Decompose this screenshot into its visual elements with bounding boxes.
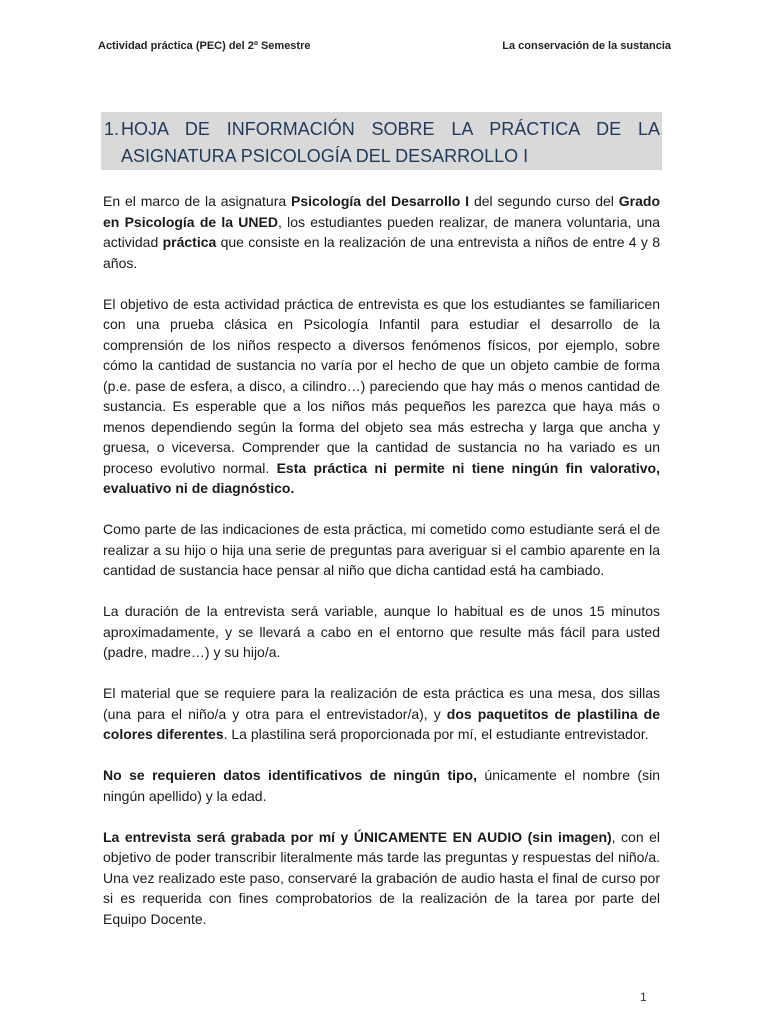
- p1-bold-subject: Psicología del Desarrollo I: [291, 193, 470, 209]
- section-title: [101, 112, 662, 170]
- p5-text-c: . La plastilina será proporcionada por mí, el estudiante entrevistador.: [223, 726, 649, 742]
- p7-bold-audio: La entrevista será grabada por mí y ÚNICAMENTE EN AUDIO (sin imagen): [103, 828, 612, 845]
- page-header: [98, 40, 671, 52]
- p1-text-c: del segundo curso del: [469, 193, 619, 209]
- paragraph-1: [103, 191, 660, 273]
- p6-bold-no-data: No se requieren datos identificativos de ningún tipo,: [103, 767, 477, 783]
- p6-text-b: únicamente el nombre (sin ningún apellido) y la edad.: [103, 767, 660, 804]
- paragraph-2: [103, 294, 660, 499]
- paragraph-6: [103, 765, 660, 806]
- header-left: Actividad práctica (PEC) del 2º Semestre: [98, 40, 311, 52]
- p1-bold-practica: práctica: [162, 234, 217, 250]
- p1-bold-degree: Grado en Psicología de la UNED: [103, 193, 661, 230]
- title-row-1: [104, 116, 660, 143]
- title-line-1: HOJA DE INFORMACIÓN SOBRE LA PRÁCTICA DE LA: [121, 119, 660, 139]
- p1-text-e: , los estudiantes pueden realizar, de manera voluntaria, una actividad: [103, 213, 660, 250]
- p5-text-a: El material que se requiere para la realización de esta práctica es una mesa, dos sillas (una para el niño/a y otra para el entrevistador/a), y: [103, 685, 660, 722]
- paragraph-5: [103, 683, 660, 745]
- document-body: [103, 191, 660, 950]
- p1-text-a: En el marco de la asignatura: [103, 193, 292, 209]
- header-right: La conservación de la sustancia: [502, 40, 671, 52]
- p7-text-b: , con el objetivo de poder transcribir literalmente más tarde las preguntas y respuestas del niño/a. Una vez realizado este paso, conservaré la grabación de audio hasta el final de curso por si es requerida con fines comprobatorios de la realización de la tarea por parte del Equipo Docente.: [103, 828, 660, 927]
- p2-text-a: El objetivo de esta actividad práctica de entrevista es que los estudiantes se familiaricen con una prueba clásica en Psicología Infantil para estudiar el desarrollo de la comprensión de los niños respecto a diversos fenómenos físicos, por ejemplo, sobre cómo la cantidad de sustancia no varía por el hecho de que un objeto cambie de forma (p.e. pase de esfera, a disco, a cilindro…) pareciendo que hay más o menos cantidad de sustancia. Es esperable que a los niños más pequeños les parezca que haya más o menos dependiendo según la forma del objeto sea más estrecha y larga que ancha y gruesa, o viceversa. Comprender que la cantidad de sustancia no ha variado es un proceso evolutivo normal.: [103, 295, 660, 476]
- title-line-2: ASIGNATURA PSICOLOGÍA DEL DESARROLLO I: [121, 146, 529, 166]
- section-number: 1.: [104, 119, 120, 139]
- page-number: 1: [640, 990, 647, 1004]
- paragraph-7: [103, 827, 660, 930]
- paragraph-4: La duración de la entrevista será variable, aunque lo habitual es de unos 15 minutos aproximadamente, y se llevará a cabo en el entorno que resulte más fácil para usted (padre, madre…) y su hijo/a.: [103, 603, 660, 660]
- p5-bold-materials: dos paquetitos de plastilina de colores diferentes: [103, 705, 660, 742]
- p1-text-g: que consiste en la realización de una entrevista a niños de entre 4 y 8 años.: [103, 234, 660, 271]
- p2-bold-disclaimer: Esta práctica ni permite ni tiene ningún fin valorativo, evaluativo ni de diagnóstico.: [103, 459, 661, 496]
- paragraph-3: Como parte de las indicaciones de esta práctica, mi cometido como estudiante será el de realizar a su hijo o hija una serie de preguntas para averiguar si el cambio aparente en la cantidad de sustancia hace pensar al niño que dicha cantidad está ha cambiado.: [103, 521, 660, 578]
